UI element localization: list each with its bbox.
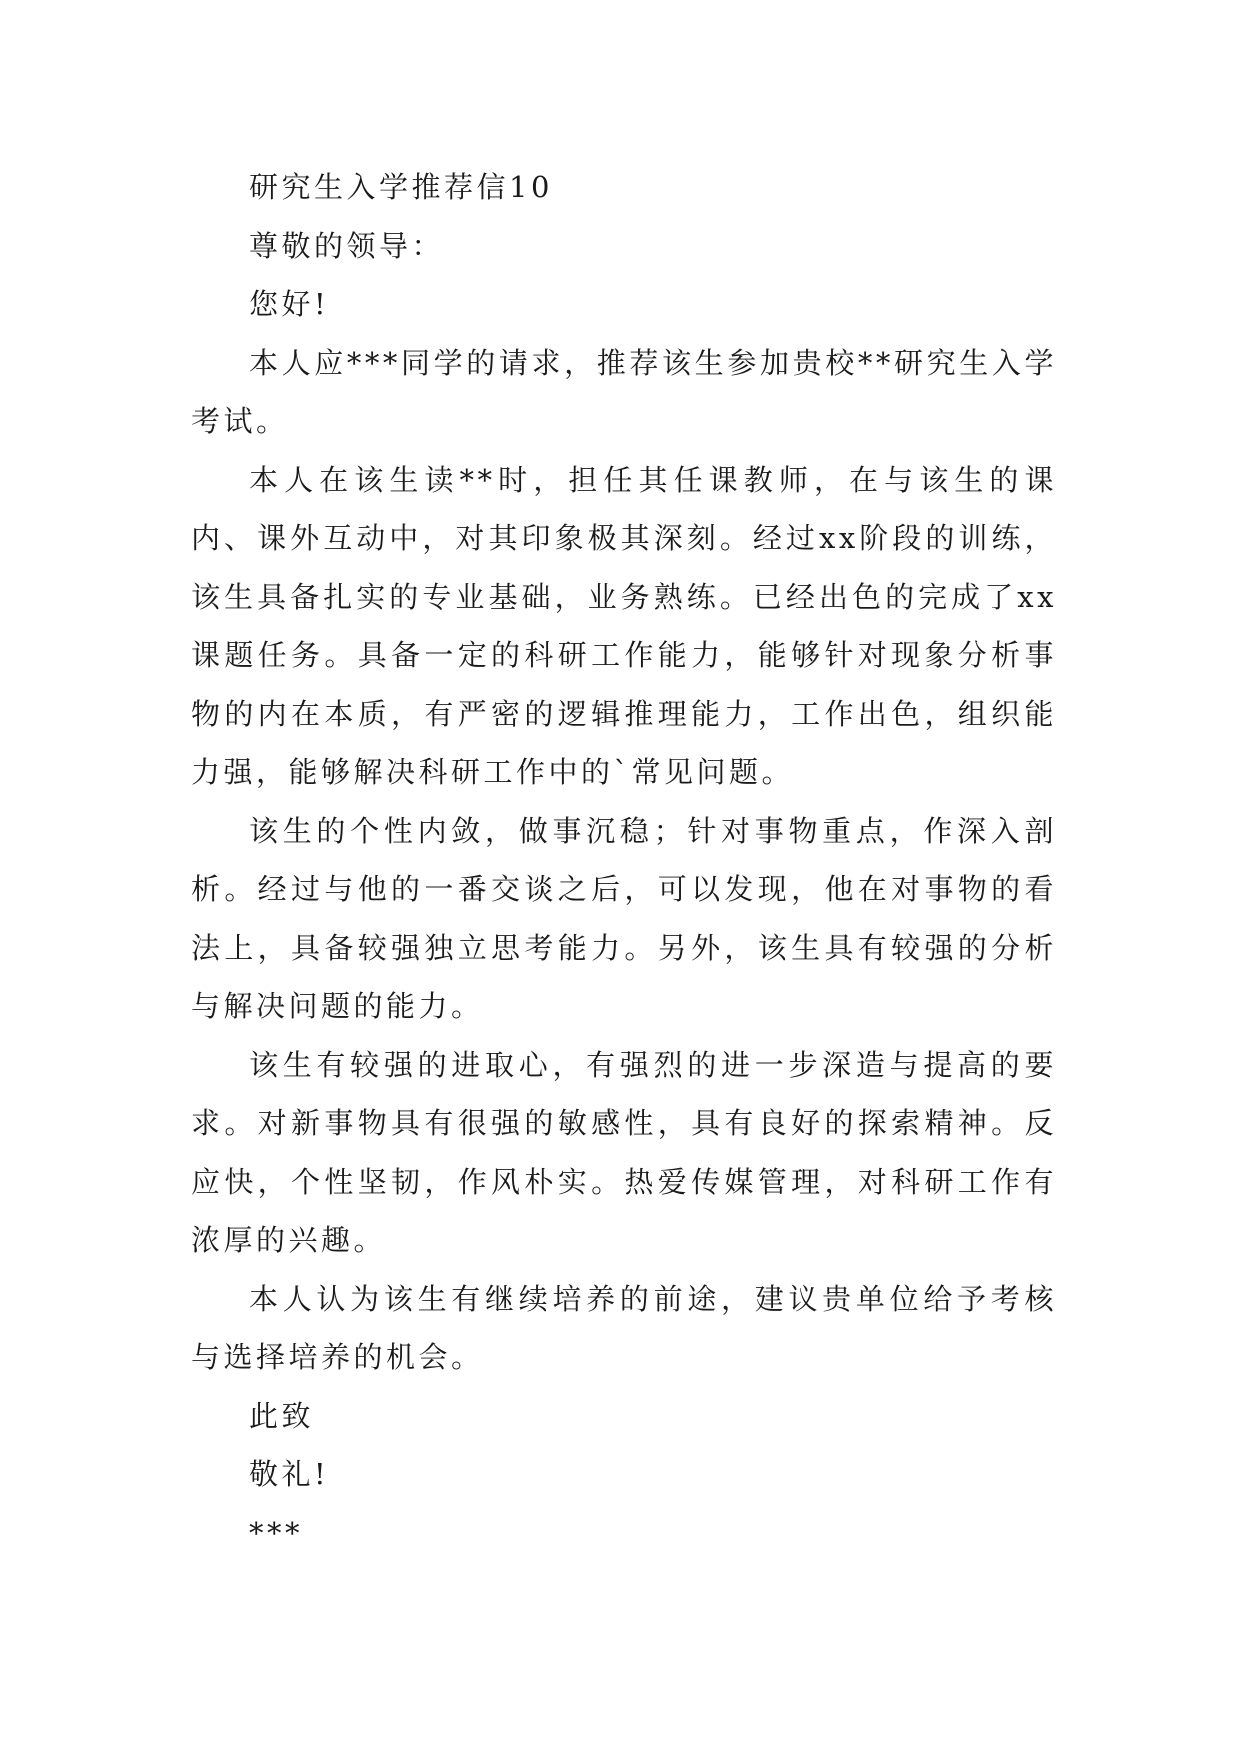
letter-body [191, 158, 1057, 1562]
paragraph-recommendation: 本人认为该生有继续培养的前途，建议贵单位给予考核与选择培养的机会。 [191, 1281, 1057, 1374]
letter-greeting: 您好! [249, 287, 330, 321]
paragraph-academic: 本人在该生读**时，担任其任课教师，在与该生的课内、课外互动中，对其印象极其深刻。经过xx阶段的训练，该生具备扎实的专业基础，业务熟练。已经出色的完成了xx课题任务。具备一定的科研工作能力，能够针对现象分析事物的内在本质，有严密的逻辑推理能力，工作出色，组织能力强，能够解决科研工作中的`常见问题。 [191, 462, 1057, 789]
letter-signature: *** [249, 1515, 303, 1550]
paragraph-personality: 该生的个性内敛，做事沉稳；针对事物重点，作深入剖析。经过与他的一番交谈之后，可以发现，他在对事物的看法上，具备较强独立思考能力。另外，该生具有较强的分析与解决问题的能力。 [191, 813, 1057, 1023]
letter-regards: 敬礼! [249, 1457, 330, 1491]
paragraph-motivation: 该生有较强的进取心，有强烈的进一步深造与提高的要求。对新事物具有很强的敏感性，具有良好的探索精神。反应快，个性坚韧，作风朴实。热爱传媒管理，对科研工作有浓厚的兴趣。 [191, 1047, 1057, 1257]
paragraph-request: 本人应***同学的请求，推荐该生参加贵校**研究生入学考试。 [191, 345, 1057, 438]
letter-closing: 此致 [249, 1398, 315, 1433]
letter-title: 研究生入学推荐信10 [249, 170, 553, 204]
letter-salutation: 尊敬的领导： [249, 228, 445, 263]
